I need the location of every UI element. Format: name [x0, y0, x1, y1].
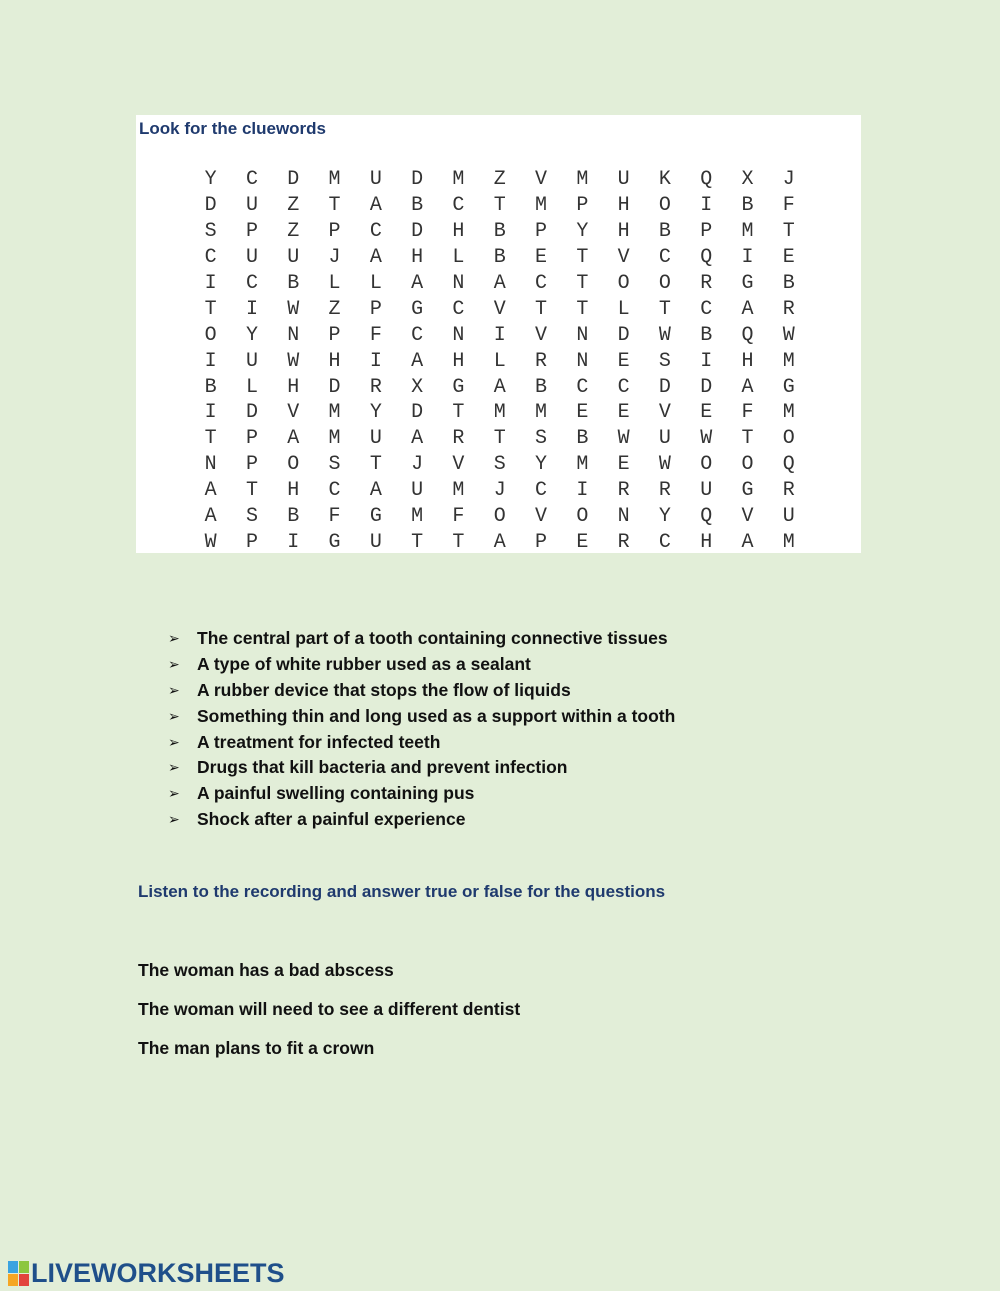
grid-letter[interactable]: C: [535, 272, 548, 295]
grid-letter[interactable]: H: [452, 220, 465, 244]
grid-letter[interactable]: C: [658, 246, 671, 270]
grid-letter[interactable]: X: [411, 375, 424, 399]
grid-letter[interactable]: H: [617, 220, 630, 244]
grid-letter[interactable]: P: [700, 220, 713, 244]
arrow-bullet-icon: ➢: [168, 656, 180, 673]
grid-letter[interactable]: A: [204, 505, 217, 529]
grid-letter[interactable]: C: [617, 375, 630, 399]
grid-letter[interactable]: A: [204, 479, 217, 503]
clue-item: [168, 781, 675, 807]
grid-row: [190, 296, 809, 322]
grid-letter[interactable]: C: [452, 297, 465, 321]
grid-letter[interactable]: W: [287, 349, 300, 373]
grid-letter[interactable]: L: [369, 272, 382, 295]
grid-letter[interactable]: M: [452, 168, 465, 192]
grid-letter[interactable]: O: [204, 323, 217, 347]
grid-letter[interactable]: A: [287, 427, 300, 451]
grid-letter[interactable]: I: [700, 194, 713, 218]
grid-letter[interactable]: T: [782, 220, 795, 244]
grid-letter[interactable]: U: [369, 168, 382, 192]
grid-letter[interactable]: M: [741, 220, 754, 244]
grid-letter[interactable]: A: [411, 349, 424, 373]
grid-letter[interactable]: Q: [700, 168, 713, 192]
grid-letter[interactable]: O: [741, 453, 754, 477]
grid-letter[interactable]: T: [204, 427, 217, 451]
grid-letter[interactable]: O: [658, 272, 671, 295]
grid-letter[interactable]: D: [700, 375, 713, 399]
arrow-bullet-icon: ➢: [168, 707, 180, 724]
grid-letter[interactable]: U: [369, 530, 382, 554]
grid-letter[interactable]: C: [245, 272, 258, 295]
grid-letter[interactable]: T: [576, 297, 589, 321]
grid-letter[interactable]: H: [287, 375, 300, 399]
grid-letter[interactable]: C: [535, 479, 548, 503]
grid-letter[interactable]: V: [452, 453, 465, 477]
grid-letter[interactable]: B: [576, 427, 589, 451]
grid-letter[interactable]: U: [245, 246, 258, 270]
grid-letter[interactable]: P: [245, 530, 258, 554]
grid-letter[interactable]: A: [741, 375, 754, 399]
grid-letter[interactable]: Y: [369, 401, 382, 425]
grid-letter[interactable]: M: [576, 168, 589, 192]
grid-letter[interactable]: M: [328, 168, 341, 192]
grid-letter[interactable]: W: [658, 323, 671, 347]
true-false-statement-1: The woman has a bad abscess: [138, 960, 394, 980]
grid-letter[interactable]: R: [452, 427, 465, 451]
logo-square: [8, 1274, 18, 1286]
grid-letter[interactable]: D: [204, 194, 217, 218]
grid-letter[interactable]: V: [617, 246, 630, 270]
clue-item: [168, 729, 675, 755]
grid-letter[interactable]: M: [493, 401, 506, 425]
grid-letter[interactable]: T: [658, 297, 671, 321]
grid-letter[interactable]: B: [700, 323, 713, 347]
grid-letter[interactable]: B: [535, 375, 548, 399]
grid-letter[interactable]: T: [328, 194, 341, 218]
grid-letter[interactable]: N: [617, 505, 630, 529]
grid-letter[interactable]: Z: [328, 297, 341, 321]
clue-text: A rubber device that stops the flow of liquids: [197, 679, 571, 700]
grid-letter[interactable]: T: [576, 272, 589, 295]
grid-letter[interactable]: H: [411, 246, 424, 270]
grid-letter[interactable]: U: [245, 349, 258, 373]
grid-letter[interactable]: P: [328, 323, 341, 347]
grid-letter[interactable]: W: [617, 427, 630, 451]
grid-letter[interactable]: C: [658, 530, 671, 554]
grid-letter[interactable]: Y: [204, 168, 217, 192]
grid-letter[interactable]: B: [204, 375, 217, 399]
grid-letter[interactable]: A: [493, 530, 506, 554]
word-search-grid: [190, 167, 809, 555]
grid-letter[interactable]: D: [658, 375, 671, 399]
grid-letter[interactable]: E: [617, 349, 630, 373]
grid-letter[interactable]: U: [411, 479, 424, 503]
grid-row: [190, 529, 809, 555]
grid-letter[interactable]: M: [576, 453, 589, 477]
puzzle-heading: Look for the cluewords: [139, 119, 327, 138]
grid-letter[interactable]: I: [287, 530, 300, 554]
grid-letter[interactable]: V: [535, 168, 548, 192]
grid-letter[interactable]: L: [245, 375, 258, 399]
grid-letter[interactable]: T: [493, 427, 506, 451]
grid-letter[interactable]: U: [782, 505, 795, 529]
grid-letter[interactable]: Y: [658, 505, 671, 529]
grid-letter[interactable]: R: [617, 530, 630, 554]
grid-letter[interactable]: T: [493, 194, 506, 218]
grid-letter[interactable]: E: [617, 401, 630, 425]
grid-row: [190, 348, 809, 374]
grid-letter[interactable]: W: [782, 323, 795, 347]
grid-letter[interactable]: U: [658, 427, 671, 451]
grid-letter[interactable]: H: [700, 530, 713, 554]
grid-letter[interactable]: I: [369, 349, 382, 373]
grid-letter[interactable]: D: [617, 323, 630, 347]
grid-letter[interactable]: K: [658, 168, 671, 192]
grid-letter[interactable]: C: [576, 375, 589, 399]
grid-letter[interactable]: O: [576, 505, 589, 529]
grid-letter[interactable]: L: [617, 297, 630, 321]
grid-letter[interactable]: O: [782, 427, 795, 451]
grid-letter[interactable]: Z: [287, 220, 300, 244]
grid-letter[interactable]: S: [204, 220, 217, 244]
grid-letter[interactable]: O: [617, 272, 630, 295]
grid-letter[interactable]: I: [576, 479, 589, 503]
grid-letter[interactable]: N: [452, 272, 465, 295]
clue-text: A painful swelling containing pus: [197, 783, 475, 804]
grid-letter[interactable]: R: [700, 272, 713, 295]
clue-text: Something thin and long used as a support within a tooth: [197, 705, 676, 726]
arrow-bullet-icon: ➢: [168, 630, 180, 647]
grid-letter[interactable]: Q: [700, 505, 713, 529]
grid-letter[interactable]: E: [782, 246, 795, 270]
grid-letter[interactable]: H: [287, 479, 300, 503]
liveworksheets-logo[interactable]: [8, 1258, 285, 1289]
grid-letter[interactable]: R: [369, 375, 382, 399]
clue-text: A treatment for infected teeth: [197, 731, 441, 752]
clue-item: [168, 652, 675, 678]
grid-letter[interactable]: C: [328, 479, 341, 503]
clue-item: [168, 807, 675, 833]
arrow-bullet-icon: ➢: [168, 810, 180, 827]
clue-text: A type of white rubber used as a sealant: [197, 654, 531, 675]
grid-letter[interactable]: M: [782, 401, 795, 425]
grid-letter[interactable]: U: [369, 427, 382, 451]
grid-letter[interactable]: A: [411, 272, 424, 295]
grid-letter[interactable]: N: [576, 323, 589, 347]
grid-letter[interactable]: A: [741, 297, 754, 321]
grid-row: [190, 426, 809, 452]
grid-letter[interactable]: U: [287, 246, 300, 270]
grid-letter[interactable]: A: [411, 427, 424, 451]
grid-letter[interactable]: M: [535, 401, 548, 425]
grid-letter[interactable]: G: [328, 530, 341, 554]
grid-letter[interactable]: R: [658, 479, 671, 503]
grid-letter[interactable]: S: [328, 453, 341, 477]
grid-letter[interactable]: E: [576, 530, 589, 554]
grid-letter[interactable]: N: [576, 349, 589, 373]
grid-letter[interactable]: I: [493, 323, 506, 347]
clue-text: Drugs that kill bacteria and prevent infection: [197, 757, 568, 778]
grid-letter[interactable]: A: [493, 272, 506, 295]
grid-letter[interactable]: P: [245, 427, 258, 451]
grid-letter[interactable]: P: [328, 220, 341, 244]
grid-letter[interactable]: B: [411, 194, 424, 218]
grid-letter[interactable]: V: [493, 297, 506, 321]
grid-row: [190, 400, 809, 426]
grid-letter[interactable]: E: [700, 401, 713, 425]
grid-letter[interactable]: A: [369, 194, 382, 218]
grid-letter[interactable]: D: [411, 401, 424, 425]
grid-letter[interactable]: A: [369, 246, 382, 270]
clue-text: Shock after a painful experience: [197, 808, 466, 829]
grid-letter[interactable]: N: [452, 323, 465, 347]
grid-letter[interactable]: D: [287, 168, 300, 192]
arrow-bullet-icon: ➢: [168, 681, 180, 698]
grid-letter[interactable]: W: [658, 453, 671, 477]
grid-letter[interactable]: Q: [700, 246, 713, 270]
grid-letter[interactable]: V: [741, 505, 754, 529]
grid-letter[interactable]: A: [741, 530, 754, 554]
grid-row: [190, 245, 809, 271]
grid-letter[interactable]: B: [287, 505, 300, 529]
grid-row: [190, 219, 809, 245]
grid-letter[interactable]: P: [245, 220, 258, 244]
grid-letter[interactable]: D: [411, 168, 424, 192]
grid-letter[interactable]: S: [493, 453, 506, 477]
grid-letter[interactable]: F: [328, 505, 341, 529]
grid-letter[interactable]: E: [535, 246, 548, 270]
grid-letter[interactable]: T: [245, 479, 258, 503]
grid-letter[interactable]: F: [782, 194, 795, 218]
grid-letter[interactable]: U: [617, 168, 630, 192]
grid-letter[interactable]: R: [535, 349, 548, 373]
grid-letter[interactable]: B: [493, 220, 506, 244]
grid-row: [190, 374, 809, 400]
true-false-statement-3: The man plans to fit a crown: [138, 1038, 375, 1058]
grid-letter[interactable]: C: [411, 323, 424, 347]
grid-letter[interactable]: R: [782, 297, 795, 321]
grid-letter[interactable]: M: [328, 401, 341, 425]
grid-letter[interactable]: A: [493, 375, 506, 399]
grid-letter[interactable]: Z: [287, 194, 300, 218]
grid-letter[interactable]: I: [204, 349, 217, 373]
grid-letter[interactable]: B: [782, 272, 795, 295]
logo-square: [19, 1261, 29, 1273]
grid-letter[interactable]: B: [741, 194, 754, 218]
grid-letter[interactable]: C: [452, 194, 465, 218]
grid-row: [190, 478, 809, 504]
grid-letter[interactable]: M: [411, 505, 424, 529]
grid-letter[interactable]: E: [576, 401, 589, 425]
logo-square: [19, 1274, 29, 1286]
grid-letter[interactable]: P: [245, 453, 258, 477]
grid-letter[interactable]: I: [204, 401, 217, 425]
grid-letter[interactable]: N: [204, 453, 217, 477]
grid-letter[interactable]: H: [617, 194, 630, 218]
grid-letter[interactable]: C: [204, 246, 217, 270]
grid-letter[interactable]: H: [328, 349, 341, 373]
grid-letter[interactable]: I: [245, 297, 258, 321]
grid-letter[interactable]: H: [741, 349, 754, 373]
grid-letter[interactable]: M: [452, 479, 465, 503]
grid-letter[interactable]: Y: [245, 323, 258, 347]
grid-letter[interactable]: T: [741, 427, 754, 451]
grid-letter[interactable]: S: [245, 505, 258, 529]
grid-letter[interactable]: D: [245, 401, 258, 425]
grid-letter[interactable]: U: [245, 194, 258, 218]
grid-letter[interactable]: A: [369, 479, 382, 503]
grid-row: [190, 193, 809, 219]
grid-letter[interactable]: G: [782, 375, 795, 399]
grid-letter[interactable]: T: [535, 297, 548, 321]
true-false-statement-2: The woman will need to see a different dentist: [138, 999, 521, 1019]
grid-letter[interactable]: L: [452, 246, 465, 270]
grid-row: [190, 167, 809, 193]
grid-letter[interactable]: O: [658, 194, 671, 218]
grid-letter[interactable]: G: [741, 272, 754, 295]
grid-letter[interactable]: R: [782, 479, 795, 503]
grid-letter[interactable]: S: [658, 349, 671, 373]
grid-letter[interactable]: J: [493, 479, 506, 503]
grid-letter[interactable]: G: [741, 479, 754, 503]
grid-letter[interactable]: F: [369, 323, 382, 347]
grid-row: [190, 504, 809, 530]
grid-row: [190, 452, 809, 478]
logo-text: LIVEWORKSHEETS: [31, 1258, 285, 1288]
grid-letter[interactable]: T: [452, 401, 465, 425]
grid-letter[interactable]: N: [287, 323, 300, 347]
grid-letter[interactable]: M: [782, 349, 795, 373]
clue-text: The central part of a tooth containing connective tissues: [197, 628, 668, 649]
arrow-bullet-icon: ➢: [168, 785, 180, 802]
grid-letter[interactable]: I: [204, 272, 217, 295]
grid-letter[interactable]: Z: [493, 168, 506, 192]
clue-list: [168, 626, 675, 832]
grid-letter[interactable]: S: [535, 427, 548, 451]
grid-letter[interactable]: O: [493, 505, 506, 529]
grid-letter[interactable]: B: [658, 220, 671, 244]
grid-letter[interactable]: L: [493, 349, 506, 373]
grid-letter[interactable]: W: [204, 530, 217, 554]
grid-letter[interactable]: R: [617, 479, 630, 503]
grid-letter[interactable]: I: [700, 349, 713, 373]
grid-letter[interactable]: O: [287, 453, 300, 477]
grid-letter[interactable]: L: [328, 272, 341, 295]
grid-letter[interactable]: G: [411, 297, 424, 321]
grid-letter[interactable]: W: [700, 427, 713, 451]
grid-letter[interactable]: T: [204, 297, 217, 321]
grid-letter[interactable]: J: [328, 246, 341, 270]
listening-heading: Listen to the recording and answer true or false for the questions: [138, 882, 666, 901]
grid-letter[interactable]: X: [741, 168, 754, 192]
grid-letter[interactable]: V: [535, 323, 548, 347]
grid-letter[interactable]: P: [535, 220, 548, 244]
grid-letter[interactable]: B: [493, 246, 506, 270]
grid-letter[interactable]: Q: [782, 453, 795, 477]
grid-letter[interactable]: P: [369, 297, 382, 321]
grid-letter[interactable]: V: [535, 505, 548, 529]
grid-letter[interactable]: W: [287, 297, 300, 321]
grid-letter[interactable]: C: [700, 297, 713, 321]
grid-letter[interactable]: U: [700, 479, 713, 503]
grid-letter[interactable]: M: [782, 530, 795, 554]
grid-letter[interactable]: G: [369, 505, 382, 529]
logo-square: [8, 1261, 18, 1273]
clue-item: [168, 755, 675, 781]
grid-row: [190, 271, 809, 297]
grid-letter[interactable]: B: [287, 272, 300, 295]
grid-letter[interactable]: G: [452, 375, 465, 399]
grid-letter[interactable]: D: [411, 220, 424, 244]
logo-mark-icon: [8, 1261, 29, 1286]
grid-letter[interactable]: M: [328, 427, 341, 451]
grid-letter[interactable]: D: [328, 375, 341, 399]
grid-letter[interactable]: T: [576, 246, 589, 270]
grid-letter[interactable]: T: [452, 530, 465, 554]
grid-letter[interactable]: M: [535, 194, 548, 218]
grid-letter[interactable]: J: [411, 453, 424, 477]
grid-letter[interactable]: Y: [535, 453, 548, 477]
grid-letter[interactable]: Q: [741, 323, 754, 347]
grid-letter[interactable]: E: [617, 453, 630, 477]
grid-letter[interactable]: H: [452, 349, 465, 373]
grid-letter[interactable]: C: [245, 168, 258, 192]
clue-item: [168, 678, 675, 704]
grid-row: [190, 322, 809, 348]
clue-item: [168, 626, 675, 652]
grid-letter[interactable]: O: [700, 453, 713, 477]
word-search-panel: [136, 115, 861, 553]
grid-letter[interactable]: I: [741, 246, 754, 270]
grid-letter[interactable]: P: [576, 194, 589, 218]
grid-letter[interactable]: Y: [576, 220, 589, 244]
grid-letter[interactable]: V: [287, 401, 300, 425]
grid-letter[interactable]: P: [535, 530, 548, 554]
grid-letter[interactable]: C: [369, 220, 382, 244]
grid-letter[interactable]: V: [658, 401, 671, 425]
grid-letter[interactable]: J: [782, 168, 795, 192]
arrow-bullet-icon: ➢: [168, 759, 180, 776]
arrow-bullet-icon: ➢: [168, 733, 180, 750]
grid-letter[interactable]: F: [452, 505, 465, 529]
clue-item: [168, 703, 675, 729]
grid-letter[interactable]: T: [369, 453, 382, 477]
grid-letter[interactable]: T: [411, 530, 424, 554]
grid-letter[interactable]: F: [741, 401, 754, 425]
